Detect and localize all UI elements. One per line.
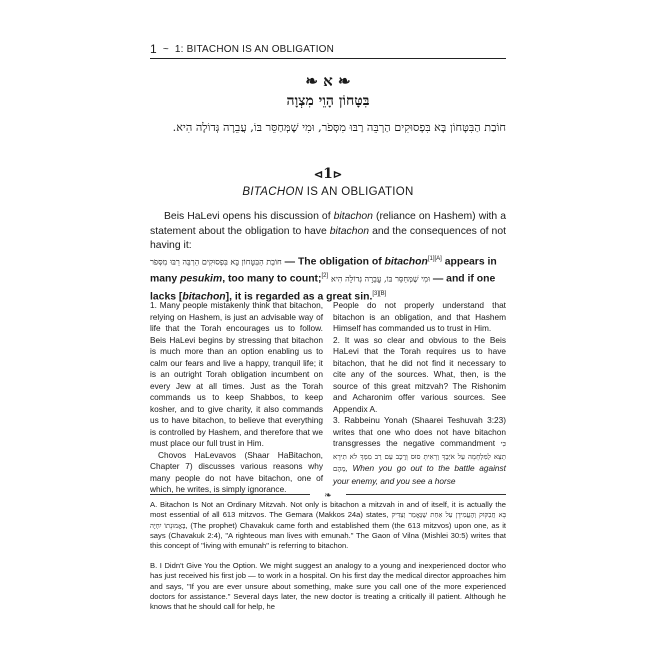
hebrew-section-number: ❧ א ❧	[305, 72, 351, 90]
page-number: 1	[150, 42, 157, 56]
footnote-separator-icon: ❧	[324, 490, 332, 500]
verse-hebrew-1: חוֹבַת הַבִּטָּחוֹן בָּא בִּפְסוּקִים הַרְבֵּה רַבּוּ מִסְּפֹר	[150, 257, 282, 267]
notes-left-column	[150, 300, 323, 496]
verse-hebrew-2: וּמִי שֶׁמְּחַסֵּר בּוֹ, עֲבֵרָה גְּדוֹלָה הִיא	[331, 274, 430, 284]
note-1-end: People do not properly understand that bitachon is an obligation, and that Hashem Himself has commanded us to trust in Him.	[333, 300, 506, 333]
hebrew-source-text: חוֹבַת הַבִּטָּחוֹן בָּא בִּפְסוּקִים הַרְבֵּה רַבּוּ מִסְּפֹר, וּמִי שֶׁמְּחַסֵּר בּוֹ, עֲבֵרָה גְּדוֹלָה הִיא.	[172, 121, 506, 134]
running-head	[150, 41, 510, 57]
ornament-icon: ~	[162, 43, 169, 55]
notes-columns	[150, 300, 506, 494]
title-rest: IS AN OBLIGATION	[303, 186, 414, 198]
header-rule	[150, 58, 506, 59]
note-3: 3. Rabbeinu Yonah (Shaarei Teshuvah 3:23) writes that one who does not have bitachon transgresses the negative commandment כִּי תֵצֵא לַמִּלְחָמָה עַל אֹיְבֶךָ וְרָאִיתָ סוּס וָרֶכֶב עַם רַב מִמְּךָ לֹא תִירָא מֵהֶם, When you go out to the battle against your enemy, and you see a horse	[333, 415, 506, 486]
intro-paragraph: Beis HaLevi opens his discussion of bitachon (reliance on Hashem) with a statement about the obligation to have bitachon and the consequences of not having it:	[150, 211, 507, 252]
hebrew-section-title: בִּטָּחוֹן הָוֵי מִצְוָה	[286, 93, 370, 109]
footnote-b: B. I Didn't Give You the Option. We might suggest an analogy to a young and inexperienced doctor who has just received his first job — to work in a hospital. On his first day the medical director approaches him and says, "If you are ever unsure about something, make sure you call one of the more experienced doctors for assistance." Several days later, the new doctor is treating a critically ill patient. Although he knows that he should call for help, he	[150, 561, 506, 612]
note-3-hebrew: כִּי תֵצֵא לַמִּלְחָמָה עַל אֹיְבֶךָ וְרָאִיתָ סוּס וָרֶכֶב עַם רַב מִמְּךָ לֹא תִירָא מֵהֶם	[333, 440, 506, 473]
translated-verse: חוֹבַת הַבִּטָּחוֹן בָּא בִּפְסוּקִים הַרְבֵּה רַבּוּ מִסְּפֹר — The obligation of bitachon[1][A] appears in many pesukim, too many to count;[2] וּמִי שֶׁמְּחַסֵּר בּוֹ, עֲבֵרָה גְּדוֹלָה הִיא — and if one lacks [bitachon], it is regarded as a great sin.[3][B]	[150, 256, 497, 303]
note-1-continued: Chovos HaLevavos (Shaar HaBitachon, Chapter 7) discusses various reasons why many people do not have bitachon, one of which, he writes, is simply ignorance.	[150, 449, 323, 494]
note-1: 1. Many people mistakenly think that bitachon, relying on Hashem, is just an advisable way of life that the Torah encourages us to follow. Beis HaLevi begins by stressing that bitachon is much more than an option enabling us to calm our fears and live a happy, tranquil life; it is an outright Torah obligation incumbent on every Jew at all times. Just as the Torah commands us to keep Shabbos, to keep kosher, and to give charity, it also commands us to have bitachon, to believe that everything is controlled by Hashem, and therefore that we must place our full trust in Him.	[150, 300, 323, 448]
english-section-title	[150, 186, 506, 198]
note-2: 2. It was so clear and obvious to the Beis HaLevi that the Torah requires us to have bitachon, that he did not find it necessary to cite any of the sources. What, then, is the source of this great mitzvah? The Rishonim and Acharonim offer various sources. See Appendix A.	[333, 334, 506, 414]
title-italic: BITACHON	[242, 186, 304, 198]
notes-right-column	[333, 300, 506, 487]
running-head-title: 1: BITACHON IS AN OBLIGATION	[174, 43, 335, 55]
section-number: 1	[323, 166, 333, 182]
english-section-number: ⊲1⊳	[313, 166, 343, 182]
footnote-a: A. Bitachon Is Not an Ordinary Mitzvah. Not only is bitachon a mitzvah in and of itself, it is actually the most essential of all 613 mitzvos. The Gemara (Makkos 24a) states, בָּא חֲבַקּוּק וְהֶעֱמִידָן עַל אַחַת שֶׁנֶּאֱמַר וְצַדִּיק בֶּאֱמוּנָתוֹ יִחְיֶה, (The prophet) Chavakuk came forth and established them (the 613 mitzvos) upon one, as it says (Chavakuk 2:4), "A righteous man lives with emunah." The Gaon of Vilna (Mishlei 30:5) writes that this concept of "living with emunah" is referring to bitachon.	[150, 500, 506, 551]
footnote-a-hebrew: בָּא חֲבַקּוּק וְהֶעֱמִידָן עַל אַחַת שֶׁנֶּאֱמַר וְצַדִּיק בֶּאֱמוּנָתוֹ יִחְיֶה	[150, 511, 506, 530]
